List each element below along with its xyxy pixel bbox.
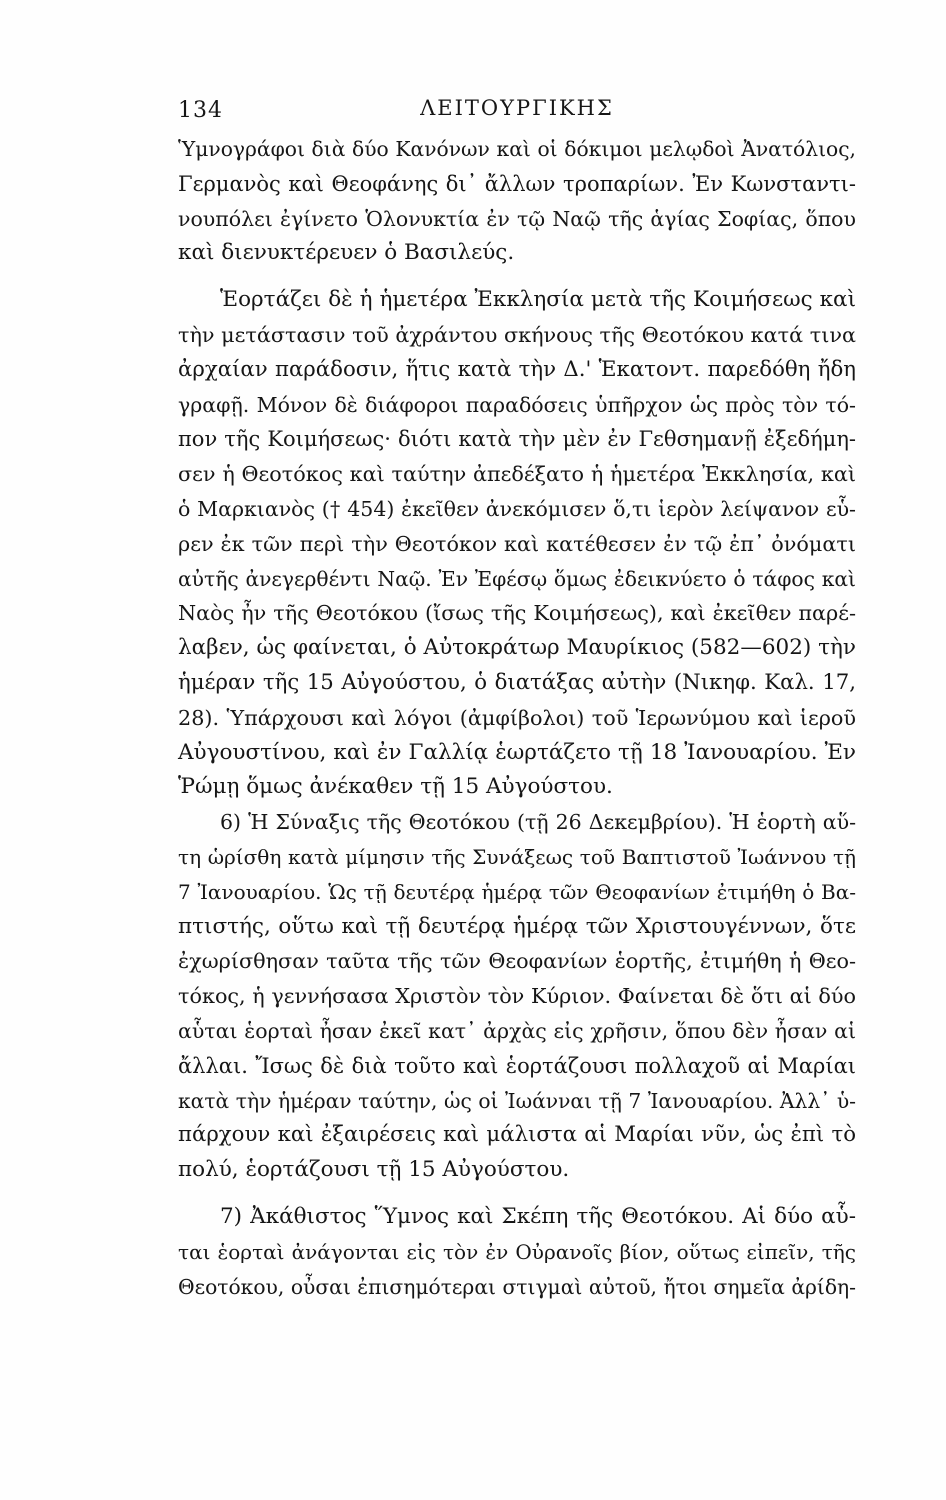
text-line: Θεοτόκου, οὖσαι ἐπισημότεραι στιγμαὶ αὐτοῦ, ἤτοι σημεῖα ἀρίδη- (178, 1274, 856, 1299)
text-line: ἐχωρίσθησαν ταῦτα τῆς τῶν Θεοφανίων ἑορτῆς, ἐτιμήθη ἡ Θεο- (178, 949, 856, 974)
text-line: αὐτῆς ἀνεγερθέντι Ναῷ. Ἐν Ἐφέσῳ ὅμως ἐδεικνύετο ὁ τάφος καὶ (178, 566, 856, 591)
text-line: 6) Ἡ Σύναξις τῆς Θεοτόκου (τῇ 26 Δεκεμβρίου). Ἡ ἑορτὴ αὕ- (220, 810, 856, 835)
text-line: ται ἑορταὶ ἀνάγονται εἰς τὸν ἐν Οὐρανοῖς βίον, οὕτως εἰπεῖν, τῆς (178, 1239, 856, 1264)
running-title: ΛΕΙΤΟΥΡΓΙΚΗΣ (420, 96, 614, 120)
text-line: 7 Ἰανουαρίου. Ὡς τῇ δευτέρᾳ ἡμέρᾳ τῶν Θεοφανίων ἐτιμήθη ὁ Βα- (178, 879, 856, 904)
text-line: γραφῇ. Μόνον δὲ διάφοροι παραδόσεις ὑπῆρχον ὡς πρὸς τὸν τό- (178, 392, 856, 417)
text-line: Ἑορτάζει δὲ ἡ ἡμετέρα Ἐκκλησία μετὰ τῆς Κοιμήσεως καὶ (220, 287, 856, 313)
text-line: Ὑμνογράφοι διὰ δύο Κανόνων καὶ οἱ δόκιμοι μελῳδοὶ Ἀνατόλιος, (178, 137, 856, 161)
page-number: 134 (178, 98, 223, 123)
text-line: νουπόλει ἐγίνετο Ὁλονυκτία ἐν τῷ Ναῷ τῆς ἁγίας Σοφίας, ὅπου (178, 206, 856, 231)
text-line: τόκος, ἡ γεννήσασα Χριστὸν τὸν Κύριον. Φαίνεται δὲ ὅτι αἱ δύο (178, 984, 856, 1009)
text-line: πον τῆς Κοιμήσεως· διότι κατὰ τὴν μὲν ἐν Γεθσημανῇ ἐξεδήμη- (178, 427, 856, 452)
text-line: πάρχουν καὶ ἐξαιρέσεις καὶ μάλιστα αἱ Μαρίαι νῦν, ὡς ἐπὶ τὸ (178, 1122, 856, 1148)
paragraph-dormition (178, 283, 856, 805)
text-line: 7) Ἀκάθιστος Ὕμνος καὶ Σκέπη τῆς Θεοτόκου. Αἱ δύο αὗ- (220, 1203, 856, 1229)
text-line: κατὰ τὴν ἡμέραν ταύτην, ὡς οἱ Ἰωάνναι τῇ 7 Ἰανουαρίου. Ἀλλ᾿ ὑ- (178, 1088, 856, 1113)
text-line: Γερμανὸς καὶ Θεοφάνης δι᾿ ἄλλων τροπαρίων. Ἐν Κωνσταντι- (178, 171, 856, 196)
text-line: Ναὸς ἦν τῆς Θεοτόκου (ἴσως τῆς Κοιμήσεως), καὶ ἐκεῖθεν παρέ- (178, 601, 856, 626)
paragraph-hymnographers (178, 132, 856, 271)
text-line: πολύ, ἑορτάζουσι τῇ 15 Αὐγούστου. (178, 1157, 570, 1183)
text-line: 28). Ὑπάρχουσι καὶ λόγοι (ἀμφίβολοι) τοῦ Ἱερωνύμου καὶ ἱεροῦ (178, 705, 856, 730)
paragraph-akathist (178, 1200, 856, 1304)
text-line: σεν ἡ Θεοτόκος καὶ ταύτην ἀπεδέξατο ἡ ἡμετέρα Ἐκκλησία, καὶ (178, 462, 856, 487)
text-line: αὗται ἑορταὶ ἦσαν ἐκεῖ κατ᾿ ἀρχὰς εἰς χρῆσιν, ὅπου δὲν ἦσαν αἱ (178, 1018, 856, 1043)
text-line: Αὐγουστίνου, καὶ ἐν Γαλλίᾳ ἑωρτάζετο τῇ 18 Ἰανουαρίου. Ἐν (178, 739, 856, 765)
text-line: ὁ Μαρκιανὸς († 454) ἐκεῖθεν ἀνεκόμισεν ὅ,τι ἱερὸν λείψανον εὗ- (178, 496, 856, 521)
text-line: ἀρχαίαν παράδοσιν, ἥτις κατὰ τὴν Δ.' Ἑκατοντ. παρεδόθη ἤδη (178, 356, 856, 382)
text-line: τὴν μετάστασιν τοῦ ἀχράντου σκήνους τῆς Θεοτόκου κατά τινα (178, 322, 856, 347)
text-line: Ῥώμῃ ὅμως ἀνέκαθεν τῇ 15 Αὐγούστου. (178, 774, 613, 800)
text-line: πτιστής, οὕτω καὶ τῇ δευτέρᾳ ἡμέρᾳ τῶν Χριστουγέννων, ὅτε (178, 913, 856, 939)
text-line: ἡμέραν τῆς 15 Αὐγούστου, ὁ διατάξας αὐτὴν (Νικηφ. Καλ. 17, (178, 669, 856, 695)
text-line: ἄλλαι. Ἴσως δὲ διὰ τοῦτο καὶ ἑορτάζουσι πολλαχοῦ αἱ Μαρίαι (178, 1053, 856, 1078)
page-header (178, 92, 856, 132)
text-line: καὶ διενυκτέρευεν ὁ Βασιλεύς. (178, 240, 515, 266)
body-text (178, 132, 856, 1304)
paragraph-synaxis (178, 805, 856, 1188)
text-line: τη ὡρίσθη κατὰ μίμησιν τῆς Συνάξεως τοῦ Βαπτιστοῦ Ἰωάννου τῇ (178, 844, 856, 869)
text-line: ρεν ἐκ τῶν περὶ τὴν Θεοτόκον καὶ κατέθεσεν ἐν τῷ ἐπ᾿ ὀνόματι (178, 531, 856, 556)
text-line: λαβεν, ὡς φαίνεται, ὁ Αὐτοκράτωρ Μαυρίκιος (582—602) τὴν (178, 635, 856, 661)
